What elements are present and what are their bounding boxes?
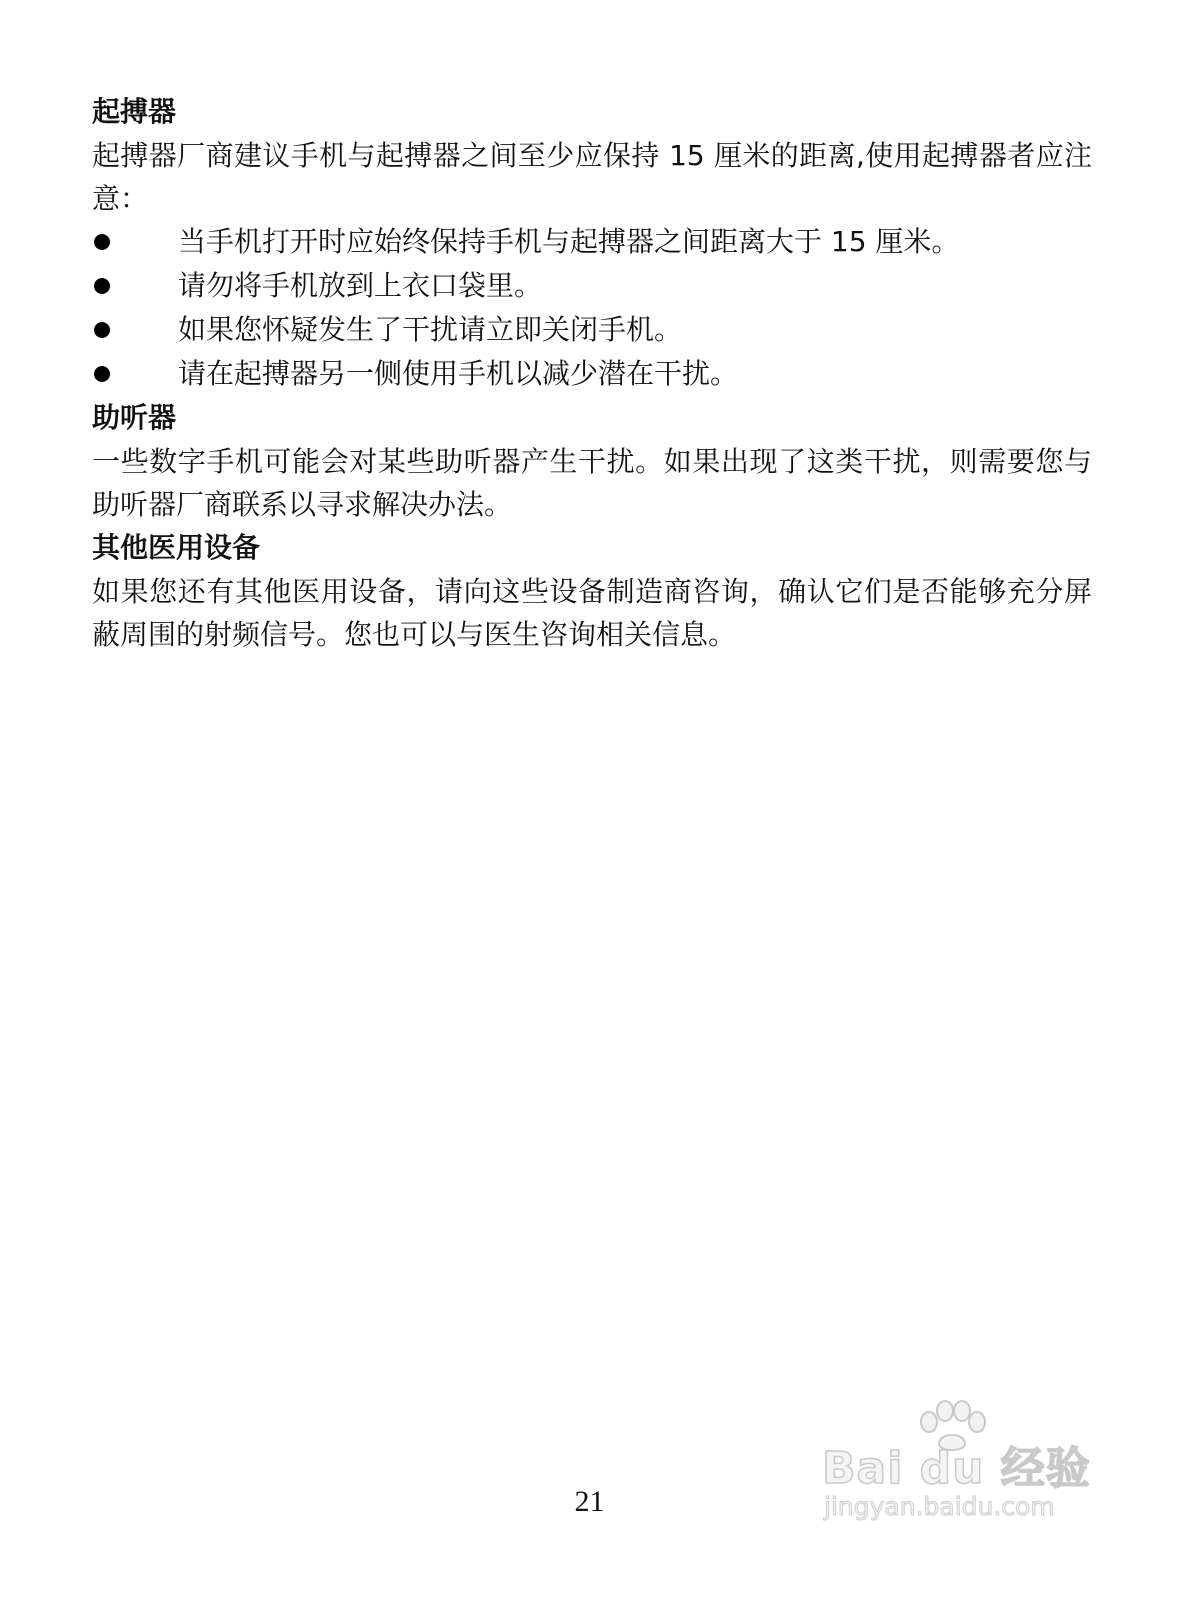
document-body [92, 90, 1092, 656]
section-hearing-aid [92, 396, 1092, 526]
list-item [92, 352, 1092, 396]
section-heading: 其他医用设备 [92, 531, 261, 564]
section-heading: 起搏器 [92, 95, 177, 128]
section-pacemaker [92, 90, 1092, 396]
list-item [92, 220, 1092, 264]
section-paragraph: 如果您还有其他医用设备，请向这些设备制造商咨询，确认它们是否能够充分屏蔽周围的射频信号。您也可以与医生咨询相关信息。 [92, 575, 1092, 651]
bullet-icon [94, 322, 110, 338]
section-paragraph: 起搏器厂商建议手机与起搏器之间至少应保持 15 厘米的距离,使用起搏器者应注意： [92, 139, 1092, 215]
watermark-url: jingyan.baidu.com [824, 1492, 1055, 1521]
section-paragraph: 一些数字手机可能会对某些助听器产生干扰。如果出现了这类干扰，则需要您与助听器厂商联系以寻求解决办法。 [92, 445, 1092, 521]
section-other-medical-devices [92, 526, 1092, 656]
page-number: 21 [574, 1485, 605, 1518]
list-item-text: 请在起搏器另一侧使用手机以减少潜在干扰。 [178, 357, 739, 390]
bullet-icon [94, 278, 110, 294]
list-item-text: 当手机打开时应始终保持手机与起搏器之间距离大于 15 厘米。 [178, 225, 960, 258]
bullet-list [92, 220, 1092, 396]
bullet-icon [94, 366, 110, 382]
list-item-text: 如果您怀疑发生了干扰请立即关闭手机。 [178, 313, 683, 346]
bullet-icon [94, 234, 110, 250]
section-heading: 助听器 [92, 401, 177, 434]
watermark-brand: Bai du 经验 [822, 1443, 1091, 1494]
list-item [92, 264, 1092, 308]
list-item-text: 请勿将手机放到上衣口袋里。 [178, 269, 543, 302]
list-item [92, 308, 1092, 352]
watermark [822, 1400, 1092, 1530]
